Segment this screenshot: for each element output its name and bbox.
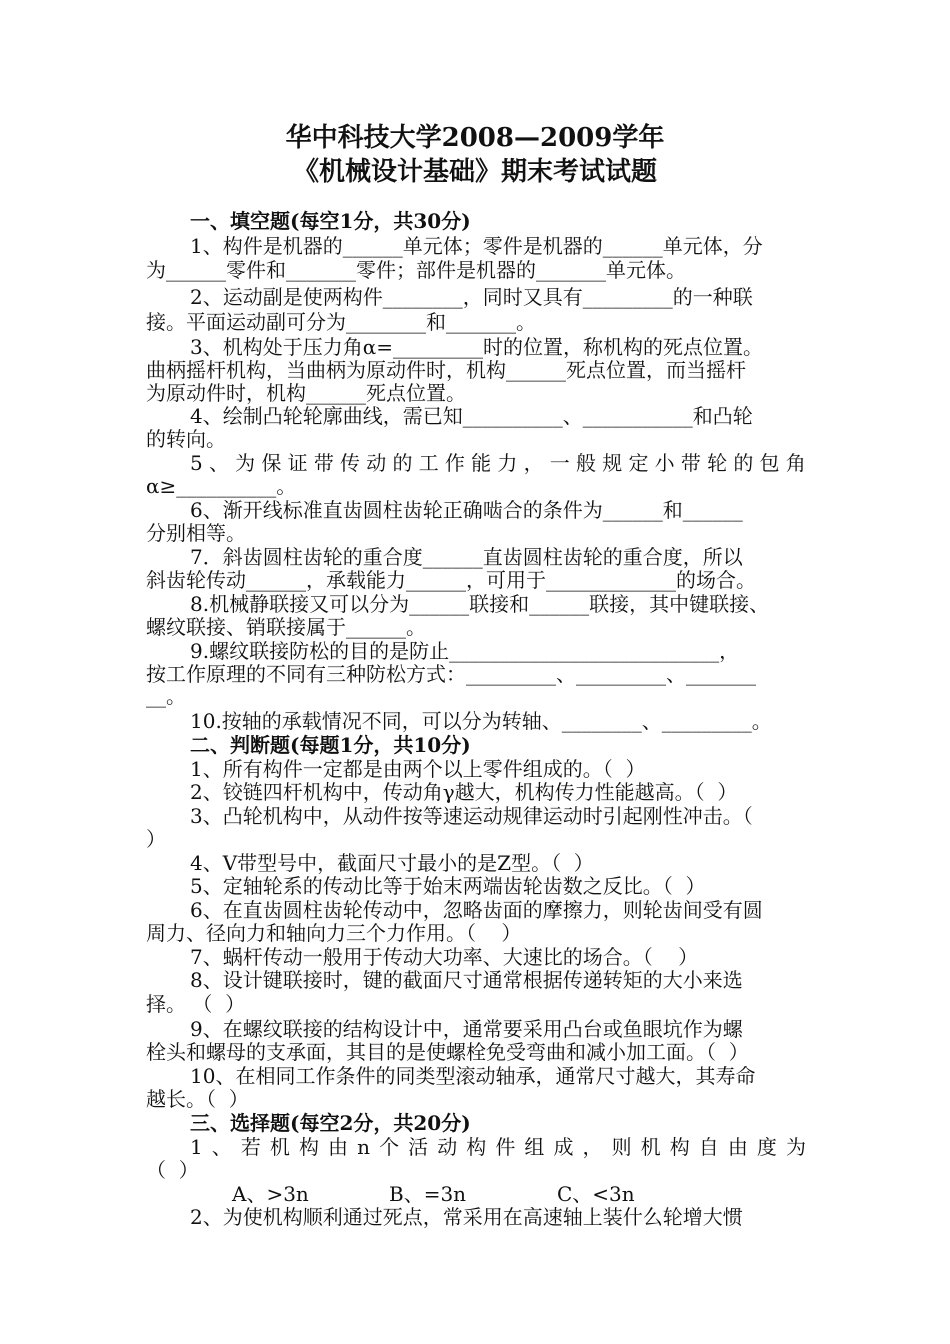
q5-char: 带 [680,451,701,475]
q1-char: 构 [466,1135,487,1159]
q5-char: 规 [602,451,623,475]
q1-char: 机 [640,1135,661,1159]
q5-char: 轮 [707,451,728,475]
mc-q1-option-a: A、>3n [232,1182,309,1206]
q5-char: 的 [392,451,413,475]
q1-char: 若 [240,1135,261,1159]
fill-q7-line1: 7．斜齿圆柱齿轮的重合度______直齿圆柱齿轮的重合度，所以 [190,545,743,569]
q5-char: 的 [733,451,754,475]
fill-q1-line2: 为______零件和_______零件；部件是机器的_______单元体。 [146,258,686,282]
tf-q9-line2: 栓头和螺母的支承面，其目的是使螺栓免受弯曲和减小加工面。（ ） [146,1040,749,1064]
fill-q9-line3: __。 [146,684,186,708]
q1-char: 件 [495,1135,516,1159]
mc-q1-option-b: B、=3n [389,1182,467,1206]
fill-q2-line1: 2、运动副是使两构件________，同时又具有_________的一种联 [190,285,753,309]
fill-q10-line1: 10.按轴的承载情况不同，可以分为转轴、________、_________。 [190,709,772,733]
fill-q2-line2: 接。平面运动副可分为________和_______。 [146,310,536,334]
tf-q3-line2: ） [146,827,166,851]
tf-q3-line1: 3、凸轮机构中，从动件按等速运动规律运动时引起刚性冲击。（ [190,804,753,828]
mc-q2-line1: 2、为使机构顺利通过死点，常采用在高速轴上装什么轮增大惯 [190,1205,743,1229]
q1-char: 构 [298,1135,319,1159]
q5-char: 定 [628,451,649,475]
q5-char: 保 [261,451,282,475]
q5-char: 般 [576,451,597,475]
tf-q7: 7、蜗杆传动一般用于传动大功率、大速比的场合。（ ） [190,945,699,969]
q1-char: 由 [328,1135,349,1159]
q5-char: 力 [497,451,518,475]
fill-q9-line1: 9.螺纹联接防松的目的是防止___________________________， [190,639,740,663]
mc-q1-line1 [190,1135,806,1159]
section-heading-fill-blank: 一、填空题(每空1分，共30分) [190,209,471,233]
tf-q10-line2: 越长。（ ） [146,1087,249,1111]
fill-q7-line2: 斜齿轮传动______，承载能力______，可用于_____________的场合。 [146,568,756,592]
q5-char: 证 [287,451,308,475]
q1-char: 活 [408,1135,429,1159]
q1-char: 则 [611,1135,632,1159]
mc-q1-option-c: C、<3n [557,1182,635,1206]
fill-q5-line2: α≥__________。 [146,474,297,498]
fill-q5-line1 [190,451,806,475]
q1-char: 、 [211,1135,232,1159]
q5-char: ， [523,451,544,475]
q5-char: 传 [340,451,361,475]
q1-char: 个 [379,1135,400,1159]
fill-q4-line1: 4、绘制凸轮轮廓曲线，需已知__________、___________和凸轮 [190,404,753,428]
tf-q1: 1、所有构件一定都是由两个以上零件组成的。（ ） [190,757,646,781]
fill-q1-line1: 1、构件是机器的______单元体；零件是机器的______单元体，分 [190,234,763,258]
q5-char: 小 [654,451,675,475]
exam-title-line1: 华中科技大学2008—2009学年 [285,123,665,153]
q5-char: 一 [549,451,570,475]
q5-char: 能 [471,451,492,475]
tf-q6-line1: 6、在直齿圆柱齿轮传动中，忽略齿面的摩擦力，则轮齿间受有圆 [190,898,763,922]
fill-q6-line2: 分别相等。 [146,521,246,545]
q1-char: ， [582,1135,603,1159]
q5-char: 为 [235,451,256,475]
q1-char: 由 [727,1135,748,1159]
fill-q6-line1: 6、渐开线标准直齿圆柱齿轮正确啮合的条件为______和______ [190,498,743,522]
q5-char: 工 [418,451,439,475]
tf-q5: 5、定轴轮系的传动比等于始末两端齿轮齿数之反比。（ ） [190,874,706,898]
tf-q8-line1: 8、设计键联接时，键的截面尺寸通常根据传递转矩的大小来选 [190,968,743,992]
fill-q8-line2: 螺纹联接、销联接属于______。 [146,615,426,639]
q1-char: 构 [669,1135,690,1159]
q5-char: 作 [444,451,465,475]
q5-char: 角 [785,451,806,475]
tf-q6-line2: 周力、径向力和轴向力三个力作用。（ ） [146,921,522,945]
tf-q10-line1: 10、在相同工作条件的同类型滚动轴承，通常尺寸越大，其寿命 [190,1064,756,1088]
exam-title-line2: 《机械设计基础》期末考试试题 [292,157,657,187]
fill-q3-line1: 3、机构处于压力角α=_________时的位置，称机构的死点位置。 [190,335,763,359]
q1-char: 组 [524,1135,545,1159]
q1-char: 成 [553,1135,574,1159]
q1-char: 度 [756,1135,777,1159]
mc-q1-blank: （ ） [146,1158,199,1182]
q5-char: 动 [366,451,387,475]
tf-q2: 2、铰链四杆机构中，传动角γ越大，机构传力性能越高。（ ） [190,780,738,804]
fill-q4-line2: 的转向。 [146,427,226,451]
fill-q9-line2: 按工作原理的不同有三种防松方式：_________、_________、_______ [146,662,756,686]
fill-q8-line1: 8.机械静联接又可以分为______联接和______联接，其中键联接、 [190,592,770,616]
tf-q8-line2: 择。 （ ） [146,992,246,1016]
q5-char: 带 [313,451,334,475]
section-heading-true-false: 二、判断题(每题1分，共10分) [190,733,471,757]
tf-q9-line1: 9、在螺纹联接的结构设计中，通常要采用凸台或鱼眼坑作为螺 [190,1017,743,1041]
q5-char: 5 [190,451,203,475]
q1-char: 动 [437,1135,458,1159]
q1-char: 机 [269,1135,290,1159]
q5-char: 、 [208,451,229,475]
q1-char: 为 [785,1135,806,1159]
fill-q3-line2: 曲柄摇杆机构，当曲柄为原动件时，机构______死点位置，而当摇杆 [146,358,746,382]
section-heading-multiple-choice: 三、选择题(每空2分，共20分) [190,1111,471,1135]
q1-char: 自 [698,1135,719,1159]
fill-q3-line3: 为原动件时，机构______死点位置。 [146,381,466,405]
q1-char: n [357,1135,370,1159]
tf-q4: 4、V带型号中，截面尺寸最小的是Z型。（ ） [190,851,594,875]
q5-char: 包 [759,451,780,475]
q1-char: 1 [190,1135,203,1159]
